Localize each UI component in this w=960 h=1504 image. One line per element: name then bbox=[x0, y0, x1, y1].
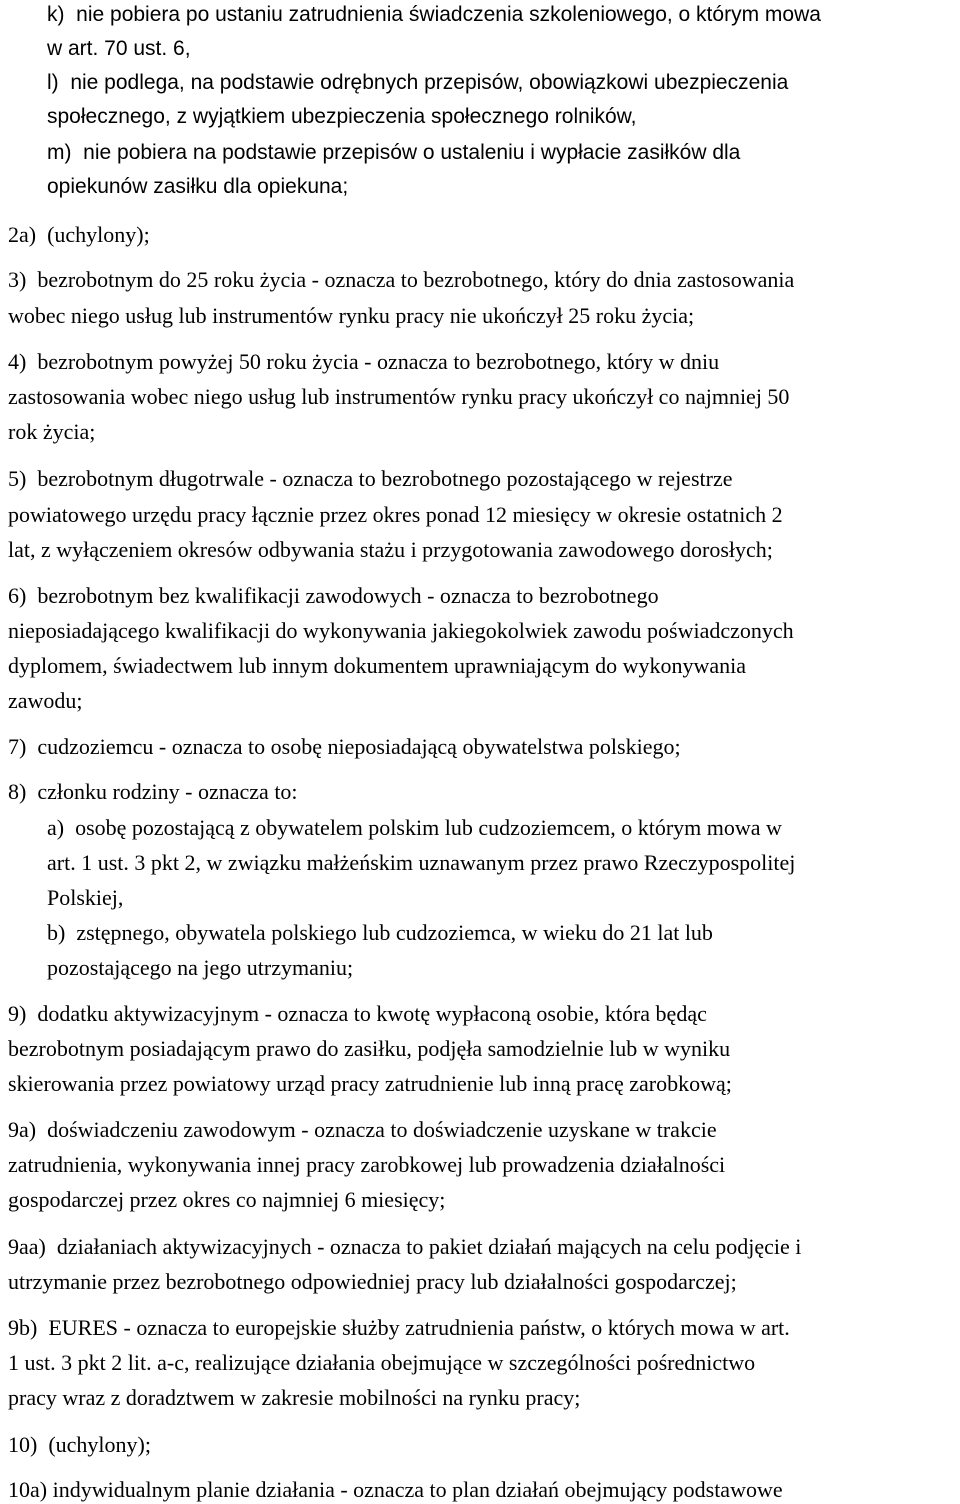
text-line: 1 ust. 3 pkt 2 lit. a-c, realizujące działania obejmujące w szczególności pośrednictwo bbox=[8, 1350, 756, 1375]
text-line: 9b) EURES - oznacza to europejskie służby zatrudnienia państw, o których mowa w art. bbox=[8, 1315, 790, 1340]
text-line: nieposiadającego kwalifikacji do wykonywania jakiegokolwiek zawodu poświadczonych bbox=[8, 618, 794, 643]
text-line: zastosowania wobec niego usług lub instrumentów rynku pracy ukończył co najmniej 50 bbox=[8, 384, 790, 409]
text-line: rok życia; bbox=[8, 419, 96, 444]
text-line: utrzymanie przez bezrobotnego odpowiedniej pracy lub działalności gospodarczej; bbox=[8, 1269, 737, 1294]
text-line: pracy wraz z doradztwem w zakresie mobilności na rynku pracy; bbox=[8, 1385, 581, 1410]
text-line: 5) bezrobotnym długotrwale - oznacza to bezrobotnego pozostającego w rejestrze bbox=[8, 466, 733, 491]
text-line: a) osobę pozostającą z obywatelem polskim lub cudzoziemcem, o którym mowa w bbox=[47, 815, 782, 840]
text-line: dyplomem, świadectwem lub innym dokumentem uprawniającym do wykonywania bbox=[8, 653, 747, 678]
text-line: 9a) doświadczeniu zawodowym - oznacza to doświadczenie uzyskane w trakcie bbox=[8, 1117, 717, 1142]
text-line: k) nie pobiera po ustaniu zatrudnienia świadczenia szkoleniowego, o którym mowa bbox=[47, 3, 821, 26]
text-line: zatrudnienia, wykonywania innej pracy zarobkowej lub prowadzenia działalności bbox=[8, 1152, 726, 1177]
text-line: gospodarczej przez okres co najmniej 6 miesięcy; bbox=[8, 1187, 446, 1212]
text-line: m) nie pobiera na podstawie przepisów o ustaleniu i wypłacie zasiłków dla bbox=[47, 141, 741, 164]
text-line: 3) bezrobotnym do 25 roku życia - oznacza to bezrobotnego, który do dnia zastosowania bbox=[8, 267, 795, 292]
text-line: 7) cudzoziemcu - oznacza to osobę nieposiadającą obywatelstwa polskiego; bbox=[8, 734, 681, 759]
text-line: 10) (uchylony); bbox=[8, 1432, 151, 1457]
text-line: opiekunów zasiłku dla opiekuna; bbox=[47, 175, 349, 198]
text-line: 4) bezrobotnym powyżej 50 roku życia - oznacza to bezrobotnego, który w dniu bbox=[8, 349, 720, 374]
text-line: powiatowego urzędu pracy łącznie przez okres ponad 12 miesięcy w okresie ostatnich 2 bbox=[8, 502, 783, 527]
text-line: w art. 70 ust. 6, bbox=[47, 37, 191, 60]
text-line: Polskiej, bbox=[47, 885, 124, 910]
text-line: 8) członku rodziny - oznacza to: bbox=[8, 779, 298, 804]
text-line: l) nie podlega, na podstawie odrębnych przepisów, obowiązkowi ubezpieczenia bbox=[47, 71, 789, 94]
text-line: b) zstępnego, obywatela polskiego lub cudzoziemca, w wieku do 21 lat lub bbox=[47, 920, 713, 945]
text-line: pozostającego na jego utrzymaniu; bbox=[47, 955, 354, 980]
text-line: zawodu; bbox=[8, 688, 83, 713]
text-line: skierowania przez powiatowy urząd pracy zatrudnienie lub inną pracę zarobkową; bbox=[8, 1071, 732, 1096]
text-line: społecznego, z wyjątkiem ubezpieczenia społecznego rolników, bbox=[47, 105, 637, 128]
text-line: art. 1 ust. 3 pkt 2, w związku małżeńskim uznawanym przez prawo Rzeczypospolitej bbox=[47, 850, 796, 875]
text-line: 9) dodatku aktywizacyjnym - oznacza to kwotę wypłaconą osobie, która będąc bbox=[8, 1001, 707, 1026]
text-line: 10a) indywidualnym planie działania - oznacza to plan działań obejmujący podstawowe bbox=[8, 1477, 783, 1502]
text-line: lat, z wyłączeniem okresów odbywania stażu i przygotowania zawodowego dorosłych; bbox=[8, 537, 773, 562]
text-line: 9aa) działaniach aktywizacyjnych - oznacza to pakiet działań mających na celu podjęcie i bbox=[8, 1234, 802, 1259]
text-line: bezrobotnym posiadającym prawo do zasiłku, podjęła samodzielnie lub w wyniku bbox=[8, 1036, 731, 1061]
text-line: 6) bezrobotnym bez kwalifikacji zawodowych - oznacza to bezrobotnego bbox=[8, 583, 659, 608]
text-line: wobec niego usług lub instrumentów rynku pracy nie ukończył 25 roku życia; bbox=[8, 303, 695, 328]
text-line: 2a) (uchylony); bbox=[8, 222, 150, 247]
